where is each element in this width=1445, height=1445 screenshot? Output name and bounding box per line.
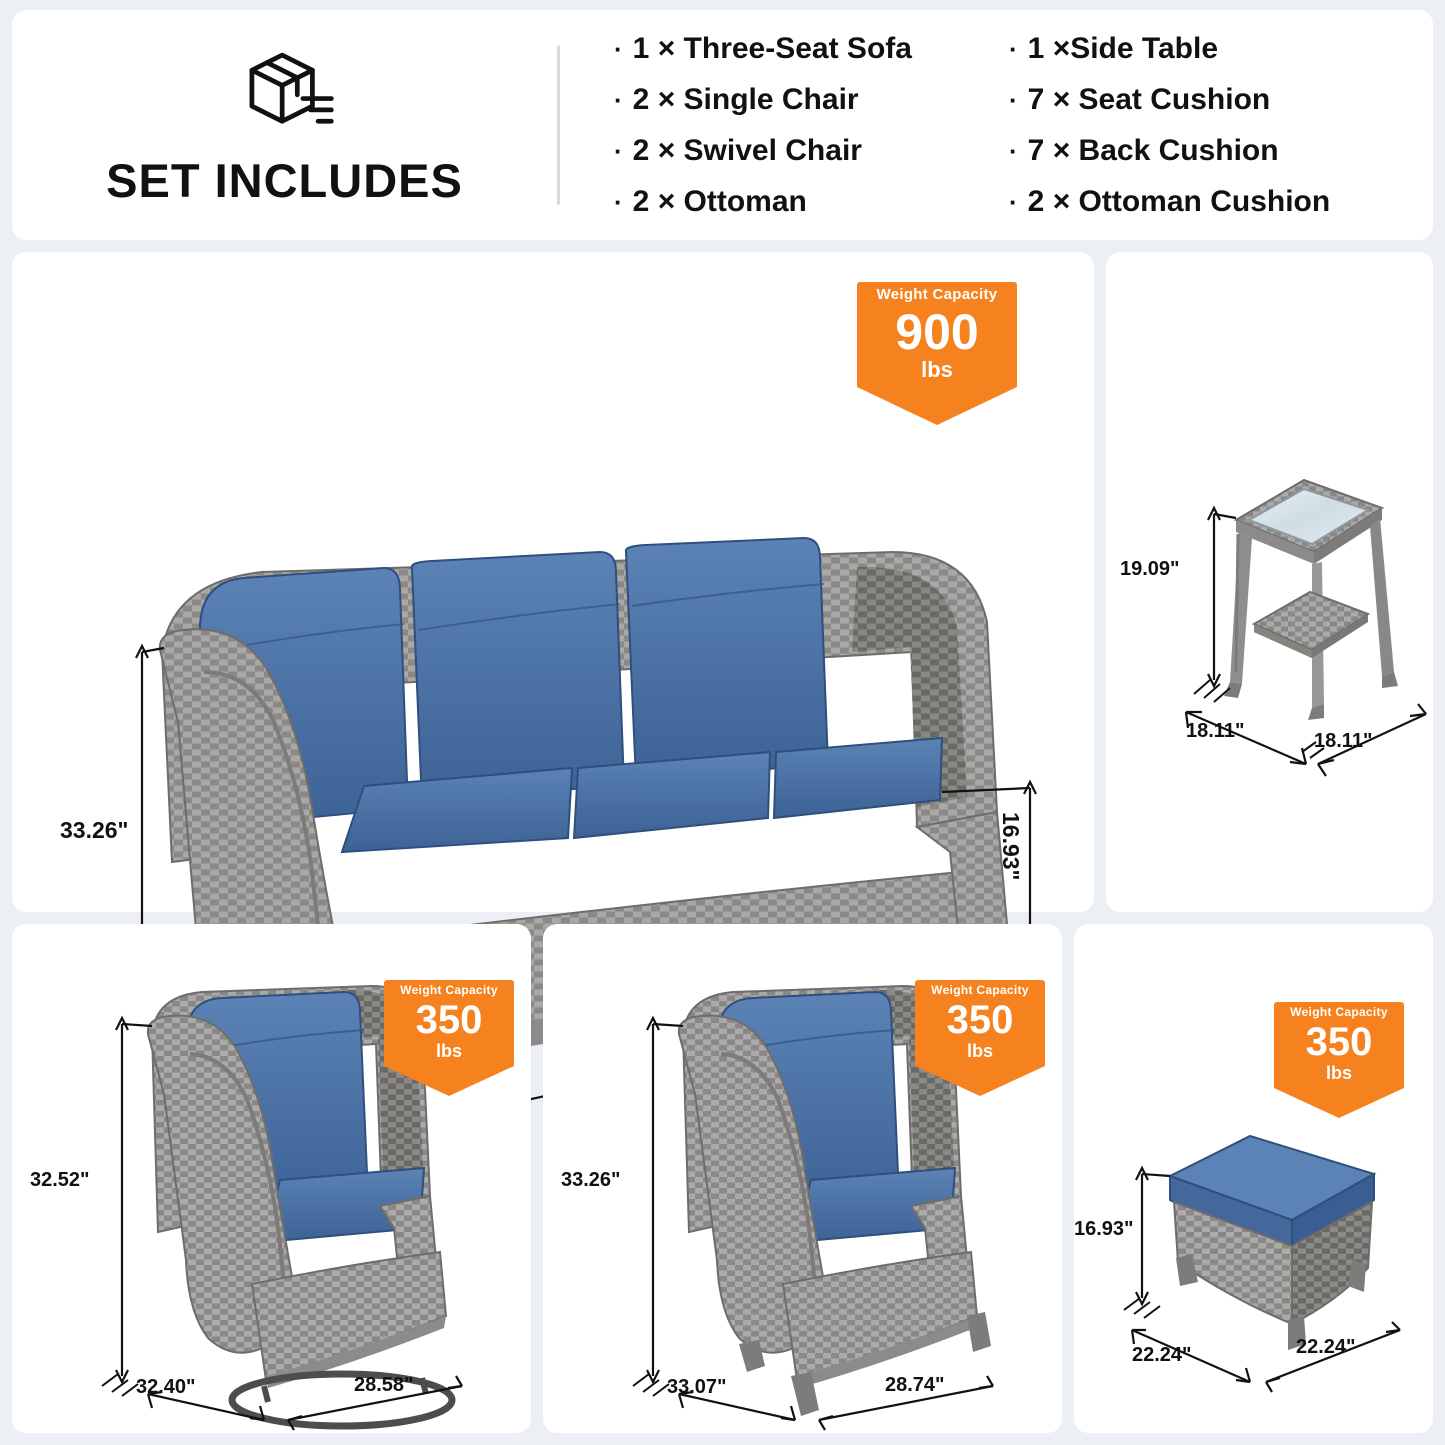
bullet: · [614, 33, 623, 64]
swivel-width-dim: 28.58" [354, 1374, 414, 1396]
swivel-height-dim: 32.52" [30, 1169, 90, 1191]
ottoman-card [1074, 924, 1433, 1433]
bullet: · [614, 186, 623, 217]
list-item-label: 1 ×Side Table [1027, 31, 1219, 65]
status-badge [915, 980, 1045, 1096]
list-item [1009, 83, 1413, 117]
bullet: · [1009, 186, 1018, 217]
badge-arrow-icon [384, 1066, 514, 1096]
ottoman-depth-dim: 22.24" [1132, 1344, 1192, 1366]
table-width-dim: 18.11" [1314, 730, 1373, 752]
list-item-label: 2 × Swivel Chair [632, 133, 862, 167]
bullet: · [1009, 135, 1018, 166]
badge-label: Weight Capacity [1274, 1002, 1404, 1020]
list-item-label: 7 × Seat Cushion [1027, 82, 1271, 116]
table-height-dim: 19.09" [1120, 558, 1180, 580]
list-item [1009, 185, 1413, 219]
sofa-seat-height-dim: 16.93" [998, 812, 1024, 881]
list-item [614, 83, 1009, 117]
list-item-label: 2 × Single Chair [632, 82, 859, 116]
sofa-card [12, 252, 1094, 912]
list-item-label: 2 × Ottoman Cushion [1027, 184, 1331, 218]
badge-value: 900 [895, 304, 979, 360]
badge-label: Weight Capacity [915, 980, 1045, 998]
list-item [614, 185, 1009, 219]
badge-arrow-icon [915, 1066, 1045, 1096]
list-item [1009, 134, 1413, 168]
bullet: · [614, 84, 623, 115]
ottoman-width-dim: 22.24" [1296, 1336, 1356, 1358]
badge-value: 350 [1305, 1020, 1373, 1064]
ottoman-illustration [1074, 924, 1433, 1433]
list-item-label: 2 × Ottoman [632, 184, 807, 218]
page-title: SET INCLUDES [106, 153, 463, 207]
badge-unit: lbs [1325, 1063, 1352, 1083]
badge-value: 350 [946, 998, 1014, 1042]
side-table-card [1106, 252, 1433, 912]
swivel-chair-card [12, 924, 531, 1433]
set-includes-heading [12, 43, 557, 208]
list-item-label: 1 × Three-Seat Sofa [632, 31, 912, 65]
sofa-height-dim: 33.26" [60, 817, 129, 843]
bullet: · [1009, 33, 1018, 64]
includes-column-2 [1009, 32, 1413, 219]
chair-width-dim: 28.74" [885, 1374, 945, 1396]
badge-unit: lbs [966, 1041, 993, 1061]
single-chair-card [543, 924, 1062, 1433]
badge-value: 350 [415, 998, 483, 1042]
status-badge [857, 282, 1017, 425]
list-item [1009, 32, 1413, 66]
bullet: · [1009, 84, 1018, 115]
chair-height-dim: 33.26" [561, 1169, 621, 1191]
badge-label: Weight Capacity [384, 980, 514, 998]
status-badge [384, 980, 514, 1096]
ottoman-height-dim: 16.93" [1074, 1218, 1134, 1240]
status-badge [1274, 1002, 1404, 1118]
set-includes-card [12, 10, 1433, 240]
badge-arrow-icon [857, 387, 1017, 425]
badge-label: Weight Capacity [857, 282, 1017, 305]
table-depth-dim: 18.11" [1186, 720, 1245, 742]
swivel-depth-dim: 32.40" [136, 1376, 196, 1398]
box-icon [233, 43, 337, 139]
side-table-illustration [1106, 252, 1433, 912]
badge-arrow-icon [1274, 1088, 1404, 1118]
chair-depth-dim: 33.07" [667, 1376, 727, 1398]
badge-unit: lbs [435, 1041, 462, 1061]
list-item [614, 32, 1009, 66]
list-item-label: 7 × Back Cushion [1027, 133, 1279, 167]
badge-unit: lbs [921, 357, 953, 382]
bullet: · [614, 135, 623, 166]
includes-column-1 [614, 32, 1009, 219]
list-item [614, 134, 1009, 168]
